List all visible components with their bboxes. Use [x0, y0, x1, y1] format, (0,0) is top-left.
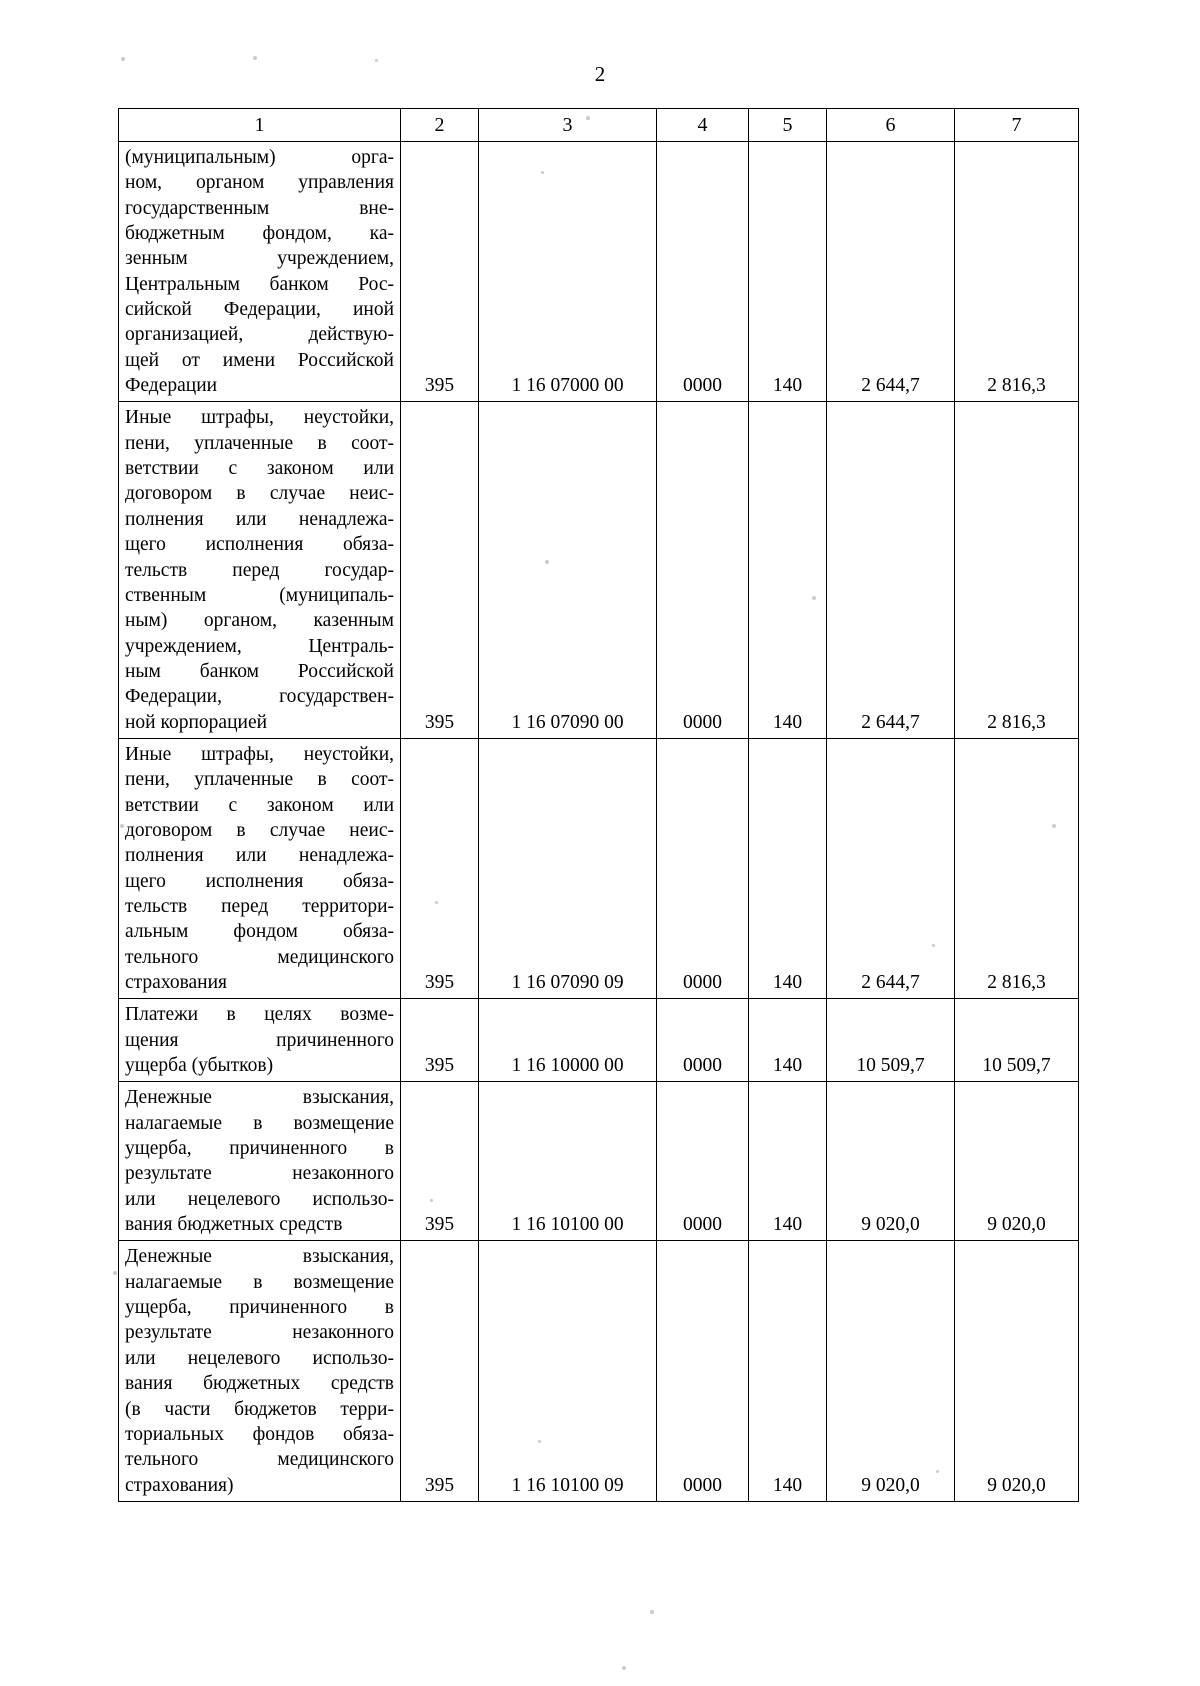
desc-line: страхования)	[125, 1474, 234, 1496]
desc-line: налагаемые в возмещение	[125, 1271, 394, 1293]
table-row	[119, 1082, 1079, 1241]
scan-speck	[538, 1440, 541, 1443]
desc-line: полнения или ненадлежа-	[125, 845, 394, 867]
row-value-7: 2 816,3	[955, 402, 1079, 738]
desc-line: зенным учреждением,	[125, 248, 394, 270]
row-value-7: 9 020,0	[955, 1241, 1079, 1501]
desc-line: или нецелевого использо-	[125, 1188, 394, 1210]
row-value-6: 2 644,7	[827, 738, 955, 998]
desc-line: вания бюджетных средств	[125, 1373, 394, 1395]
scan-speck	[375, 59, 378, 62]
column-header-6: 6	[827, 109, 955, 142]
desc-line: ным) органом, казенным	[125, 610, 394, 632]
desc-line: государственным вне-	[125, 197, 394, 219]
column-header-1: 1	[119, 109, 401, 142]
desc-line: налагаемые в возмещение	[125, 1112, 394, 1134]
row-description	[119, 402, 401, 738]
row-analytics-code: 140	[749, 142, 827, 402]
scan-speck	[650, 1610, 654, 1614]
budget-table-container	[118, 108, 1078, 1502]
table-row	[119, 142, 1079, 402]
desc-line: бюджетным фондом, ка-	[125, 223, 394, 245]
desc-line: пени, уплаченные в соот-	[125, 432, 394, 454]
scan-speck	[936, 1470, 939, 1473]
table-row	[119, 402, 1079, 738]
desc-line: ным банком Российской	[125, 660, 394, 682]
desc-line: Федерации	[125, 375, 218, 397]
desc-line: ущерба, причиненного в	[125, 1297, 394, 1319]
desc-line: щего исполнения обяза-	[125, 534, 394, 556]
scan-speck	[120, 824, 124, 828]
row-admin-code: 395	[401, 1082, 479, 1241]
table-header-row	[119, 109, 1079, 142]
scan-speck	[932, 944, 935, 947]
budget-table	[118, 108, 1079, 1502]
desc-line: Иные штрафы, неустойки,	[125, 743, 394, 765]
row-analytics-code: 140	[749, 738, 827, 998]
desc-line: щей от имени Российской	[125, 349, 394, 371]
scan-speck	[113, 1271, 117, 1275]
row-value-6: 10 509,7	[827, 999, 955, 1082]
desc-line: результате незаконного	[125, 1322, 394, 1344]
desc-line: Денежные взыскания,	[125, 1246, 394, 1268]
row-admin-code: 395	[401, 142, 479, 402]
row-value-6: 2 644,7	[827, 402, 955, 738]
scan-speck	[1052, 824, 1056, 828]
desc-line: тельного медицинского	[125, 946, 394, 968]
desc-line: сийской Федерации, иной	[125, 299, 394, 321]
scan-speck	[253, 56, 257, 60]
row-description	[119, 1082, 401, 1241]
desc-line: договором в случае неис-	[125, 483, 394, 505]
desc-line: полнения или ненадлежа-	[125, 508, 394, 530]
scan-speck	[812, 596, 816, 600]
row-income-code: 1 16 10000 00	[479, 999, 657, 1082]
row-income-code: 1 16 10100 09	[479, 1241, 657, 1501]
desc-line: ториальных фондов обяза-	[125, 1423, 394, 1445]
row-value-6: 2 644,7	[827, 142, 955, 402]
desc-line: ущерба (убытков)	[125, 1055, 274, 1077]
desc-line: Центральным банком Рос-	[125, 273, 394, 295]
row-description	[119, 1241, 401, 1501]
desc-line: тельного медицинского	[125, 1449, 394, 1471]
scan-speck	[121, 57, 125, 61]
desc-line: результате незаконного	[125, 1163, 394, 1185]
row-subcode: 0000	[657, 738, 749, 998]
row-subcode: 0000	[657, 999, 749, 1082]
desc-line: Иные штрафы, неустойки,	[125, 407, 394, 429]
row-value-6: 9 020,0	[827, 1082, 955, 1241]
column-header-2: 2	[401, 109, 479, 142]
page-number: 2	[594, 62, 606, 86]
scan-speck	[586, 116, 590, 120]
row-value-7: 2 816,3	[955, 142, 1079, 402]
row-analytics-code: 140	[749, 402, 827, 738]
scan-speck	[622, 1666, 626, 1670]
row-subcode: 0000	[657, 402, 749, 738]
desc-line: щения причиненного	[125, 1029, 394, 1051]
table-row	[119, 1241, 1079, 1501]
scan-speck	[541, 171, 544, 174]
column-header-5: 5	[749, 109, 827, 142]
row-value-7: 9 020,0	[955, 1082, 1079, 1241]
desc-line: ветствии с законом или	[125, 794, 394, 816]
desc-line: Денежные взыскания,	[125, 1087, 394, 1109]
desc-line: Платежи в целях возме-	[125, 1004, 394, 1026]
desc-line: (муниципальным) орга-	[125, 147, 394, 168]
row-income-code: 1 16 07090 09	[479, 738, 657, 998]
row-description	[119, 142, 401, 402]
desc-line: ветствии с законом или	[125, 458, 394, 480]
desc-line: ном, органом управления	[125, 172, 394, 194]
scan-speck	[545, 560, 549, 564]
desc-line: альным фондом обяза-	[125, 921, 394, 943]
row-admin-code: 395	[401, 738, 479, 998]
desc-line: Федерации, государствен-	[125, 686, 394, 708]
column-header-7: 7	[955, 109, 1079, 142]
row-description	[119, 999, 401, 1082]
scan-speck	[435, 901, 438, 904]
row-value-7: 10 509,7	[955, 999, 1079, 1082]
row-income-code: 1 16 07000 00	[479, 142, 657, 402]
row-value-6: 9 020,0	[827, 1241, 955, 1501]
desc-line: страхования	[125, 972, 228, 993]
desc-line: учреждением, Централь-	[125, 635, 394, 657]
row-value-7: 2 816,3	[955, 738, 1079, 998]
column-header-3: 3	[479, 109, 657, 142]
desc-line: ной корпорацией	[125, 711, 268, 733]
desc-line: договором в случае неис-	[125, 819, 394, 841]
row-income-code: 1 16 07090 00	[479, 402, 657, 738]
desc-line: или нецелевого использо-	[125, 1347, 394, 1369]
desc-line: пени, уплаченные в соот-	[125, 769, 394, 791]
column-header-4: 4	[657, 109, 749, 142]
row-subcode: 0000	[657, 142, 749, 402]
row-subcode: 0000	[657, 1082, 749, 1241]
desc-line: тельств перед государ-	[125, 559, 394, 581]
row-admin-code: 395	[401, 402, 479, 738]
row-admin-code: 395	[401, 1241, 479, 1501]
row-admin-code: 395	[401, 999, 479, 1082]
table-row	[119, 738, 1079, 998]
desc-line: (в части бюджетов терри-	[125, 1398, 394, 1420]
desc-line: организацией, действую-	[125, 324, 394, 346]
row-analytics-code: 140	[749, 999, 827, 1082]
row-description	[119, 738, 401, 998]
row-subcode: 0000	[657, 1241, 749, 1501]
desc-line: тельств перед территори-	[125, 895, 394, 917]
table-row	[119, 999, 1079, 1082]
desc-line: ущерба, причиненного в	[125, 1138, 394, 1160]
desc-line: вания бюджетных средств	[125, 1214, 343, 1236]
desc-line: щего исполнения обяза-	[125, 870, 394, 892]
row-analytics-code: 140	[749, 1241, 827, 1501]
scan-speck	[430, 1199, 433, 1202]
row-analytics-code: 140	[749, 1082, 827, 1241]
row-income-code: 1 16 10100 00	[479, 1082, 657, 1241]
desc-line: ственным (муниципаль-	[125, 584, 394, 606]
